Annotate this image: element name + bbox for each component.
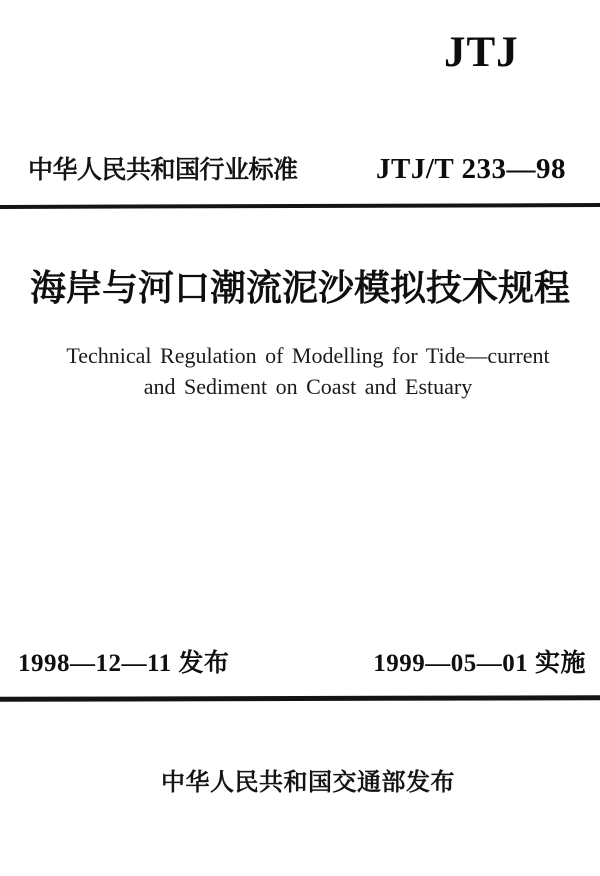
title-english xyxy=(8,340,600,402)
dates-row xyxy=(18,643,586,679)
issue-date: 1998—12—11 发布 xyxy=(18,650,230,677)
horizontal-rule-bottom xyxy=(0,695,600,702)
publisher-line: 中华人民共和国交通部发布 xyxy=(161,769,455,796)
title-english-line2: and Sediment on Coast and Estuary xyxy=(143,374,473,399)
effective-date: 1999—05—01 实施 xyxy=(373,650,586,677)
standard-code-logo: JTJ xyxy=(444,29,519,76)
title-chinese: 海岸与河口潮流泥沙模拟技术规程 xyxy=(29,267,570,308)
standard-number: JTJ/T 233—98 xyxy=(376,153,566,185)
header-row xyxy=(28,150,566,186)
horizontal-rule-top xyxy=(0,203,600,209)
title-english-line1: Technical Regulation of Modelling for Tide—current xyxy=(66,343,550,368)
standard-type-label: 中华人民共和国行业标准 xyxy=(28,156,298,184)
